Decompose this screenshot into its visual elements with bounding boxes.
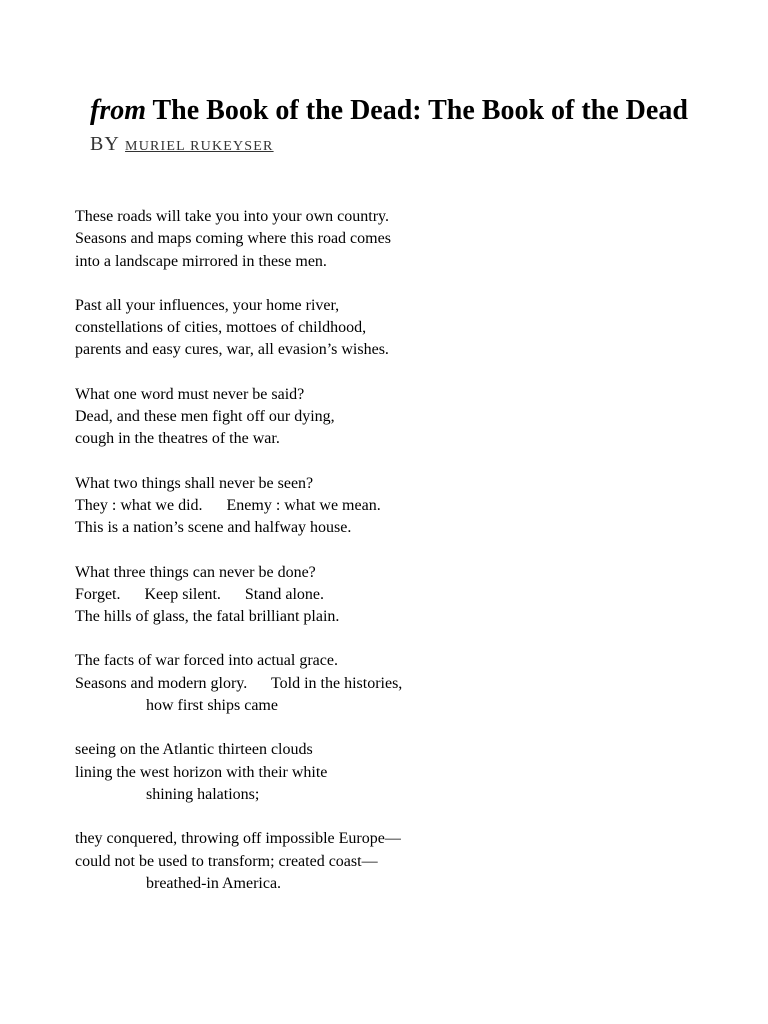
author-link[interactable]: MURIEL RUKEYSER: [125, 139, 274, 154]
poem-line: Seasons and maps coming where this road comes: [75, 230, 391, 248]
poem-line: These roads will take you into your own country.: [75, 208, 390, 225]
from-label: from: [90, 95, 146, 126]
stanza-5: [75, 562, 735, 629]
poem-body: [75, 206, 735, 917]
poem-line: parents and easy cures, war, all evasion’s wishes.: [75, 341, 389, 359]
stanza-3: [75, 384, 735, 451]
poem-line: They : what we did. Enemy : what we mean.: [75, 496, 381, 514]
poem-title: [90, 93, 730, 128]
stanza-4: [75, 473, 735, 540]
poem-line: What two things shall never be seen?: [75, 474, 314, 492]
stanza-8: [75, 828, 735, 895]
poem-line: What three things can never be done?: [75, 563, 316, 581]
by-label: BY: [90, 133, 120, 155]
stanza-7: [75, 739, 735, 806]
poem-line: Seasons and modern glory. Told in the histories,: [75, 674, 403, 692]
stanza-2: [75, 295, 735, 362]
poem-line-indented: breathed-in America.: [146, 874, 282, 892]
poem-line: Past all your influences, your home river,: [75, 296, 340, 314]
poem-line: they conquered, throwing off impossible Europe—: [75, 830, 401, 848]
poem-line: into a landscape mirrored in these men.: [75, 252, 327, 270]
poem-line: What one word must never be said?: [75, 385, 305, 403]
poem-line: The hills of glass, the fatal brilliant plain.: [75, 608, 340, 626]
poem-line: seeing on the Atlantic thirteen clouds: [75, 741, 313, 759]
poem-line: constellations of cities, mottoes of childhood,: [75, 319, 367, 337]
poem-line: Forget. Keep silent. Stand alone.: [75, 585, 324, 603]
poem-line: could not be used to transform; created coast—: [75, 852, 378, 870]
stanza-1: [75, 206, 735, 273]
poem-line-indented: shining halations;: [146, 785, 260, 803]
title-text: The Book of the Dead: The Book of the Dead: [152, 95, 688, 126]
poem-line: lining the west horizon with their white: [75, 763, 328, 781]
stanza-6: [75, 650, 735, 717]
poem-line: This is a nation’s scene and halfway house.: [75, 519, 352, 537]
poem-line: The facts of war forced into actual grace.: [75, 652, 338, 670]
poem-line-indented: how first ships came: [146, 697, 278, 715]
byline: [90, 132, 730, 159]
poem-line: Dead, and these men fight off our dying,: [75, 408, 335, 426]
poem-line: cough in the theatres of the war.: [75, 430, 280, 448]
poem-header: [90, 93, 730, 159]
